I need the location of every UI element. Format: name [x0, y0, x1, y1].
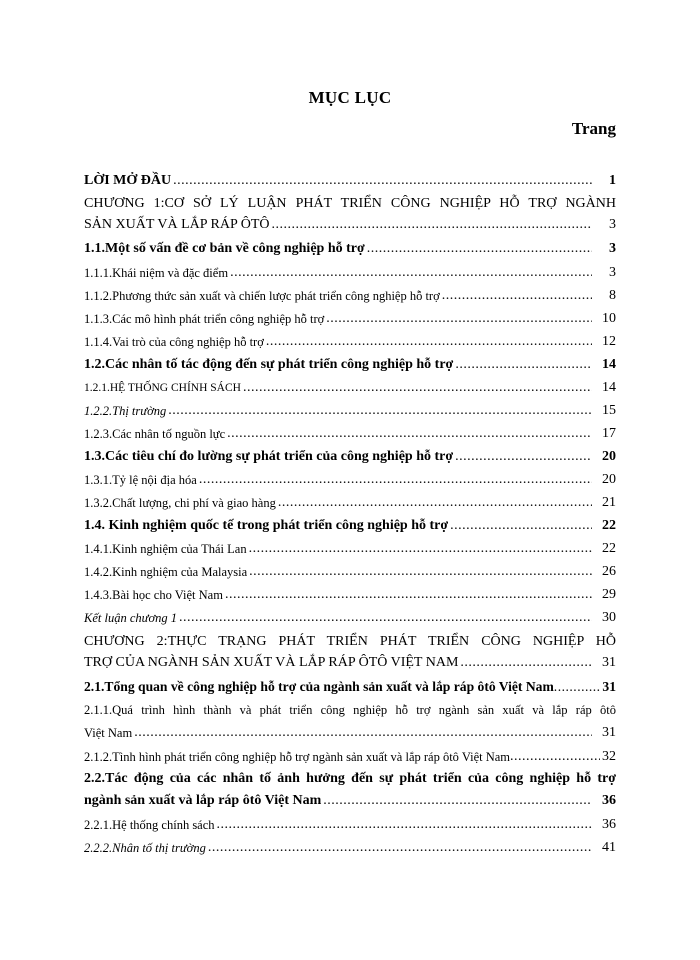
toc-entry-chapter-1-line1[interactable]: CHƯƠNG 1:CƠ SỞ LÝ LUẬN PHÁT TRIỂN CÔNG NGHIỆP HỖ TRỢ NGÀNH [84, 196, 616, 211]
page-title: MỤC LỤC [308, 88, 392, 107]
toc-entry-text: 1.2.Các nhân tố tác động đến sự phát triển công nghiệp hỗ trợ [84, 357, 454, 372]
toc-entry-1-1-3[interactable] [84, 305, 616, 328]
toc-entry-page: 14 [602, 380, 616, 395]
toc-entry-2-2-1[interactable] [84, 811, 616, 834]
toc-entry-1-4-1[interactable] [84, 535, 616, 558]
toc-entry-page: 31 [602, 725, 616, 740]
toc-entry-text: Việt Nam [84, 726, 133, 740]
toc-entry-text: 2.2.2.Nhân tố thị trường [84, 841, 206, 855]
toc-entry-page: 12 [602, 334, 616, 349]
dot-leader [272, 216, 592, 234]
dot-leader [225, 586, 592, 604]
dot-leader [208, 839, 592, 857]
toc-entry-2-1-1[interactable] [84, 719, 616, 742]
toc-entry-page: 15 [602, 403, 616, 418]
dot-leader [442, 287, 592, 305]
dot-leader [230, 264, 592, 282]
toc-entry-page: 22 [602, 518, 616, 533]
dot-leader [266, 333, 592, 351]
dot-leader [173, 172, 592, 190]
toc-entry-page: 26 [602, 564, 616, 579]
toc-entry-page: 30 [602, 610, 616, 625]
page-column-label: Trang [571, 119, 616, 138]
toc-entry-2-2-line1[interactable]: 2.2.Tác động của các nhân tố ảnh hưởng đến sự phát triển của công nghiệp hỗ trợ [84, 771, 616, 786]
dot-leader [460, 654, 592, 672]
toc-entry-page: 10 [602, 311, 616, 326]
dot-leader [199, 471, 592, 489]
toc-entry-page: 20 [602, 472, 616, 487]
toc-entry-text: 2.1.2.Tình hình phát triển công nghiệp hỗ trợ ngành sản xuất và lắp ráp ôtô Việt Nam [84, 750, 511, 764]
toc-entry-2-2[interactable] [84, 787, 616, 810]
toc-entry-text: 1.1.3.Các mô hình phát triển công nghiệp hỗ trợ [84, 312, 325, 326]
toc-entry-1-4[interactable] [84, 512, 616, 535]
toc-entry-page: 31 [602, 655, 616, 670]
toc-entry-chapter-1[interactable] [84, 211, 616, 234]
dot-leader [227, 425, 592, 443]
toc-entry-2-1-1-line1[interactable]: 2.1.1.Quá trình hình thành và phát triển công nghiệp hỗ trợ ngành sản xuất và lắp ráp ôtô [84, 703, 616, 717]
toc-entry-page: 21 [602, 495, 616, 510]
toc-entry-page: 1 [609, 173, 616, 188]
toc-entry-1-3-1[interactable] [84, 466, 616, 489]
toc-entry-text: 1.3.1.Tỷ lệ nội địa hóa [84, 473, 197, 487]
toc-entry-page: 17 [602, 426, 616, 441]
toc-entry-text: 1.2.3.Các nhân tố nguồn lực [84, 427, 226, 441]
dot-leader [323, 792, 592, 810]
toc-entry-text: 1.4.3.Bài học cho Việt Nam [84, 588, 223, 602]
dot-leader [450, 517, 592, 535]
toc-entry-2-1-2[interactable] [84, 743, 616, 766]
toc-entry-page: 3 [609, 265, 616, 280]
toc-entry-2-1[interactable] [84, 673, 616, 696]
toc-entry-intro[interactable] [84, 167, 616, 190]
toc-entry-text: 1.3.2.Chất lượng, chi phí và giao hàng [84, 496, 276, 510]
toc-entry-text: 1.1.Một số vấn đề cơ bản về công nghiệp hỗ trợ [84, 241, 365, 256]
toc-entry-1-2-1[interactable] [84, 374, 616, 397]
toc-entry-1-3[interactable] [84, 443, 616, 466]
toc-entry-1-2[interactable] [84, 351, 616, 374]
toc-entry-1-2-3[interactable] [84, 420, 616, 443]
toc-entry-text: 1.2.1.HỆ THỐNG CHÍNH SÁCH [84, 382, 241, 394]
dot-leader [134, 724, 592, 742]
toc-entry-text: LỜI MỞ ĐẦU [84, 173, 172, 188]
toc-entry-chapter-2-line1[interactable]: CHƯƠNG 2:THỰC TRẠNG PHÁT TRIỂN PHÁT TRIỂN CÔNG NGHIỆP HỖ [84, 634, 616, 649]
dot-leader [243, 379, 592, 397]
toc-entry-1-2-2[interactable] [84, 397, 616, 420]
toc-entry-page: 31 [602, 679, 616, 694]
toc-entry-text: ngành sản xuất và lắp ráp ôtô Việt Nam [84, 793, 322, 808]
toc-entry-1-4-2[interactable] [84, 558, 616, 581]
toc-entry-text: 2.1.Tổng quan về công nghiệp hỗ trợ của ngành sản xuất và lắp ráp ôtô Việt Nam [84, 679, 554, 694]
toc-entry-1-4-3[interactable] [84, 581, 616, 604]
dot-leader [217, 816, 592, 834]
toc-entry-text: Kết luận chương 1 [84, 611, 177, 625]
toc-entry-page: 8 [609, 288, 616, 303]
dot-leader [510, 748, 600, 766]
toc-entry-text: 1.1.4.Vai trò của công nghiệp hỗ trợ [84, 335, 264, 349]
toc-entry-text: 1.2.2.Thị trường [84, 404, 167, 418]
toc-entry-page: 3 [609, 241, 616, 256]
toc-entry-page: 41 [602, 840, 616, 855]
dot-leader [249, 563, 592, 581]
toc-entry-text: 1.1.2.Phương thức sản xuất và chiến lược phát triển công nghiệp hỗ trợ [84, 289, 440, 303]
toc-entry-1-1[interactable] [84, 235, 616, 258]
dot-leader [179, 609, 592, 627]
toc-entry-chapter-2[interactable] [84, 649, 616, 672]
toc-entry-1-1-1[interactable] [84, 259, 616, 282]
toc-entry-2-2-2[interactable] [84, 834, 616, 857]
dot-leader [249, 540, 592, 558]
toc-entry-text: 1.4.2.Kinh nghiệm của Malaysia [84, 565, 248, 579]
toc-entry-1-1-2[interactable] [84, 282, 616, 305]
toc-entry-page: 36 [602, 817, 616, 832]
toc-entry-page: 22 [602, 541, 616, 556]
dot-leader [367, 240, 592, 258]
toc-entry-page: 36 [602, 793, 616, 808]
dot-leader [455, 356, 592, 374]
toc-entry-page: 29 [602, 587, 616, 602]
dot-leader [554, 678, 600, 696]
toc-entry-1-3-2[interactable] [84, 489, 616, 512]
toc-entry-text: TRỢ CỦA NGÀNH SẢN XUẤT VÀ LẮP RÁP ÔTÔ VIỆT NAM [84, 655, 459, 670]
toc-entry-text: 2.2.1.Hệ thống chính sách [84, 818, 215, 832]
dot-leader [455, 448, 592, 466]
toc-entry-text: 1.4.1.Kinh nghiệm của Thái Lan [84, 542, 247, 556]
toc-entry-conclusion-1[interactable] [84, 604, 616, 627]
toc-entry-page: 14 [602, 357, 616, 372]
dot-leader [326, 310, 592, 328]
toc-entry-text: 1.3.Các tiêu chí đo lường sự phát triển của công nghiệp hỗ trợ [84, 449, 454, 464]
dot-leader [278, 494, 592, 512]
toc-entry-page: 20 [602, 449, 616, 464]
dot-leader [168, 402, 592, 420]
toc-entry-text: SẢN XUẤT VÀ LẮP RÁP ÔTÔ [84, 217, 270, 232]
toc-entry-1-1-4[interactable] [84, 328, 616, 351]
toc-entry-page: 32 [602, 749, 616, 764]
toc-entry-text: 1.1.1.Khái niệm và đặc điểm [84, 266, 229, 280]
toc-entry-page: 3 [609, 217, 616, 232]
toc-entry-text: 1.4. Kinh nghiệm quốc tế trong phát triển công nghiệp hỗ trợ [84, 518, 449, 533]
